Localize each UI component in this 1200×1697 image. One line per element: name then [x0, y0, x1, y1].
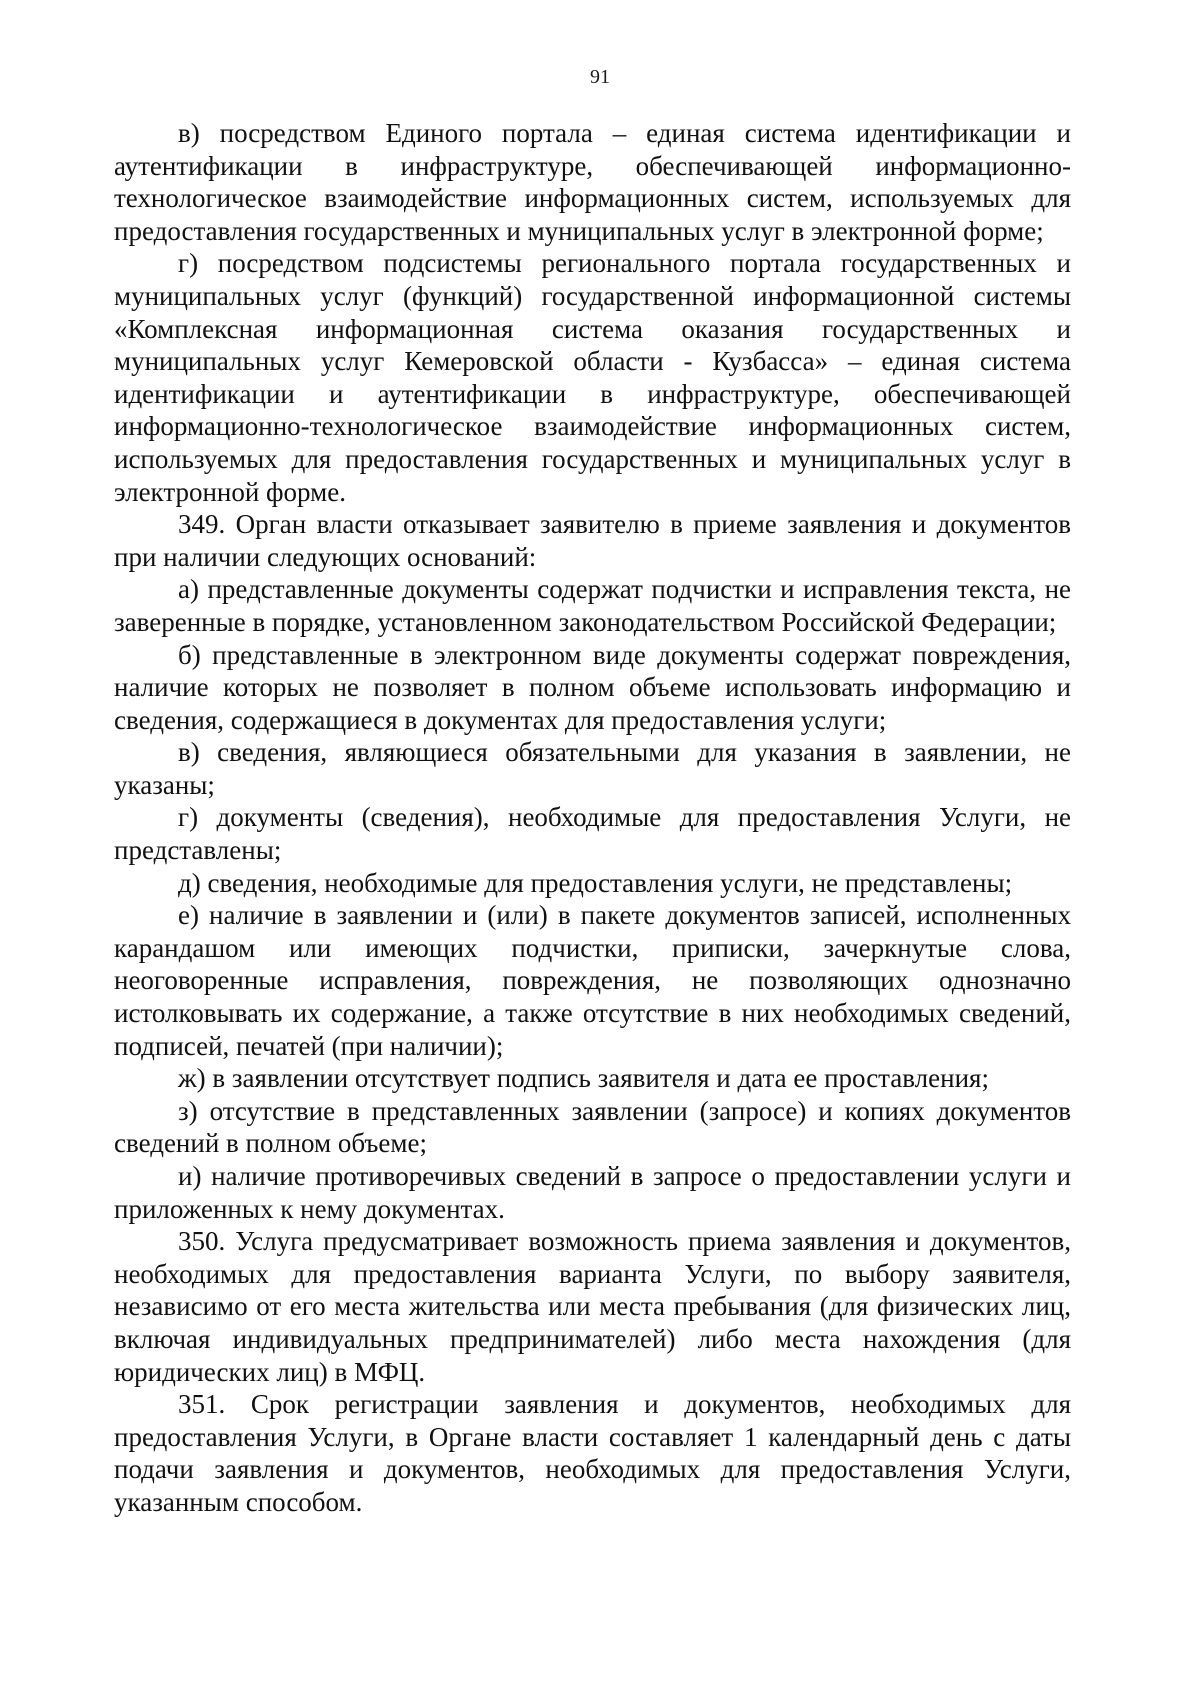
list-item-b: б) представленные в электронном виде документы содержат повреждения, наличие которых не позволяет в полном объеме использовать информацию и сведения, содержащиеся в документах для предоставления услуги;	[114, 639, 1071, 735]
list-item-zh: ж) в заявлении отсутствует подпись заявителя и дата ее проставления;	[178, 1063, 989, 1094]
paragraph-349-refusal-grounds: 349. Орган власти отказывает заявителю в приеме заявления и документов при наличии следующих оснований:	[114, 509, 1071, 572]
list-item-z: з) отсутствие в представленных заявлении (запросе) и копиях документов сведений в полном объеме;	[114, 1095, 1071, 1159]
document-body	[114, 117, 1071, 1519]
list-item-g: г) документы (сведения), необходимые для предоставления Услуги, не представлены;	[114, 802, 1071, 866]
paragraph-350-mfc: 350. Услуга предусматривает возможность приема заявления и документов, необходимых для предоставления варианта Услуги, по выбору заявителя, независимо от его места жительства или места пребывания (для физических лиц, включая индивидуальных предпринимателей) либо места нахождения (для юридических лиц) в МФЦ.	[114, 1226, 1071, 1387]
paragraph-g-regional-portal: г) посредством подсистемы регионального портала государственных и муниципальных услуг (функций) государственной информационной системы «Комплексная информационная система оказания государственных и муниципальных услуг Кемеровской области - Кузбасса» – единая система идентификации и аутентификации в инфраструктуре, обеспечивающей информационно-технологическое взаимодействие информационных систем, используемых для предоставления государственных и муниципальных услуг в электронной форме.	[114, 248, 1071, 507]
list-item-v: в) сведения, являющиеся обязательными для указания в заявлении, не указаны;	[114, 737, 1071, 800]
list-item-a: а) представленные документы содержат подчистки и исправления текста, не заверенные в порядке, установленном законодательством Российской Федерации;	[114, 574, 1071, 637]
page-number: 91	[590, 66, 610, 88]
list-item-i: и) наличие противоречивых сведений в запросе о предоставлении услуги и приложенных к нему документах.	[114, 1161, 1071, 1224]
paragraph-v-unified-portal: в) посредством Единого портала – единая система идентификации и аутентификации в инфраструктуре, обеспечивающей информационно-технологическое взаимодействие информационных систем, используемых для предоставления государственных и муниципальных услуг в электронной форме;	[114, 118, 1071, 246]
paragraph-351-registration-term: 351. Срок регистрации заявления и документов, необходимых для предоставления Услуги, в Органе власти составляет 1 календарный день с даты подачи заявления и документов, необходимых для предоставления Услуги, указанным способом.	[114, 1389, 1071, 1517]
list-item-d: д) сведения, необходимые для предоставления услуги, не представлены;	[178, 867, 1013, 898]
list-item-e: е) наличие в заявлении и (или) в пакете документов записей, исполненных карандашом или имеющих подчистки, приписки, зачеркнутые слова, неоговоренные исправления, повреждения, не позволяющих однозначно истолковывать их содержание, а также отсутствие в них необходимых сведений, подписей, печатей (при наличии);	[114, 900, 1071, 1061]
